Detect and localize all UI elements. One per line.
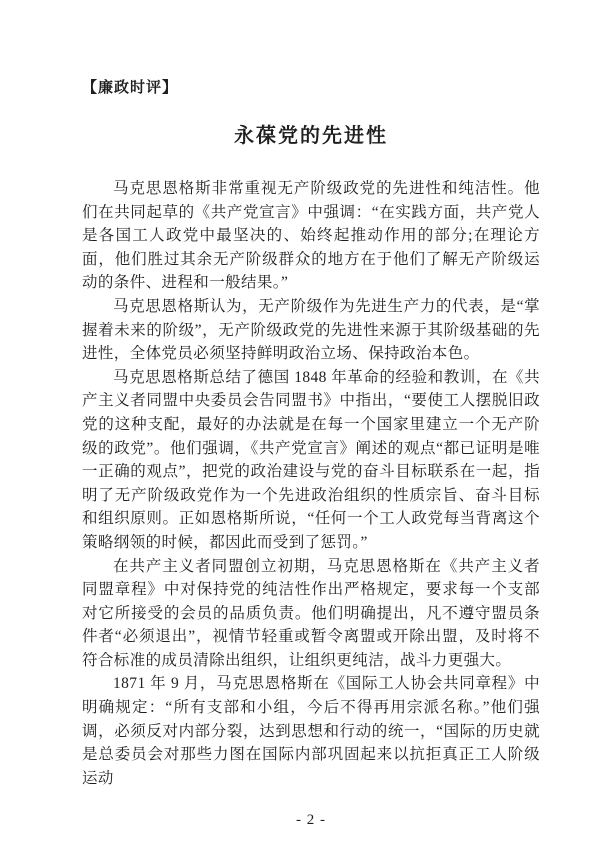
page-title: 永葆党的先进性 [234,125,388,147]
paragraph-2: 马克思恩格斯认为，无产阶级作为先进生产力的代表，是“掌握着未来的阶级”，无产阶级政党的先进性来源于其阶级基础的先进性，全体党员必须坚持鲜明政治立场、保持政治本色。 [82,297,540,363]
section-header: 【廉政时评】 [82,80,179,96]
paragraph-1: 马克思恩格斯非常重视无产阶级政党的先进性和纯洁性。他们在共同起草的《共产党宣言》中强调：“在实践方面，共产党人是各国工人政党中最坚决的、始终起推动作用的部分;在理论方面，他们胜过其余无产阶级群众的地方在于他们了解无产阶级运动的条件、进程和一般结果。” [82,180,540,292]
page-number: - 2 - [296,812,326,829]
paragraph-4: 在共产主义者同盟创立初期，马克思恩格斯在《共产主义者同盟章程》中对保持党的纯洁性作出严格规定，要求每一个支部对它所接受的会员的品质负责。他们明确提出，凡不遵守盟员条件者“必须退出”，视情节轻重或暂令离盟或开除出盟，及时将不符合标准的成员清除出组织，让组织更纯洁，战斗力更强大。 [82,557,540,669]
paragraph-3: 马克思恩格斯总结了德国 1848 年革命的经验和教训，在《共产主义者同盟中央委员会告同盟书》中指出，“要使工人摆脱旧政党的这种支配，最好的办法就是在每一个国家里建立一个无产阶级的政党”。他们强调，《共产党宣言》阐述的观点“都已证明是唯一正确的观点”，把党的政治建设与党的奋斗目标联系在一起，指明了无产阶级政党作为一个先进政治组织的性质宗旨、奋斗目标和组织原则。正如恩格斯所说，“任何一个工人政党每当背离这个策略纲领的时候，都因此而受到了惩罚。” [82,368,540,551]
paragraph-5: 1871 年 9 月，马克思恩格斯在《国际工人协会共同章程》中明确规定：“所有支部和小组，今后不得再用宗派名称。”他们强调，必须反对内部分裂，达到思想和行动的统一，“国际的历史就是总委员会对那些力图在国际内部巩固起来以抗拒真正工人阶级运动 [82,675,540,787]
document-body [82,177,540,790]
